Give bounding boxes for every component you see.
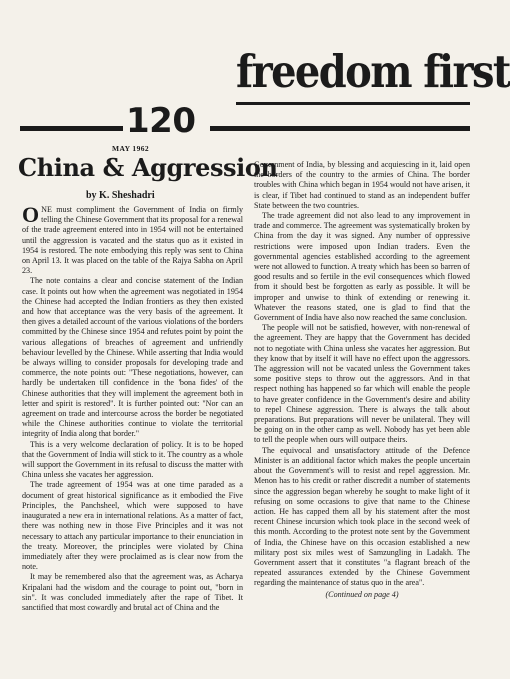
paragraph-text: NE must compliment the Government of India on firmly telling the Chinese Government that its proposal for a renewal of the trade agreement entered into in 1954 will not be entertained until the aggression is vacated and the status quo as it existed in 1954 is restored. The note embodying this reply was sent to China on April 13. It was placed on the table of the Rajya Sabha on April 23. [22, 205, 243, 276]
article-left-column [22, 202, 243, 613]
article-right-column [254, 160, 470, 600]
article-paragraph [22, 202, 243, 276]
article-paragraph: The equivocal and unsatisfactory attitude of the Defence Minister is an additional factor which makes the people uncertain about the Government's will to resist and repel aggression. Mr. Menon has to his credit or rather discredit a number of statements since the aggression began whereby he sought to make light of it refusing on some occasions to give that name to the Chinese action. He has capped them all by his statement after the most recent Chinese incursion which took place in the second week of this month. According to the protest note sent by the Government of India, the Chinese have on this occasion established a new military post six miles west of Samzungling in Ladakh. The Government assert that it constitutes "a flagrant breach of the repeated assurances extended by the Chinese Government regarding the maintenance of status quo in the area". [254, 445, 470, 588]
drop-cap: O [22, 202, 40, 227]
article-paragraph: The note contains a clear and concise statement of the Indian case. It points out how when the agreement was negotiated in 1954 the Chinese had accepted the Indian frontiers as they then existed and how that acceptance was the very basis of the agreement. It then gives a detailed account of the various violations of the borders committed by the Chinese since 1954 and refutes point by point the various allegations of breaches of agreement and unfriendly behaviour levelled by the Chinese. While asserting that India would be always willing to consider proposals for developing trade and commerce, the note points out: "These negotiations, however, can hardly be undertaken till confidence in the 'bona fides' of the Chinese authorities that they will implement the agreement both in letter and spirit is restored". It is further pointed out: "Nor can an agreement on trade and intercourse across the border be negotiated while the Chinese authorities continue to violate the territorial integrity of India along that border." [22, 276, 243, 439]
issue-number: 120 [126, 101, 196, 141]
article-paragraph: This is a very welcome declaration of policy. It is to be hoped that the Government of India will stick to it. The country as a whole will support the Government in its refusal to discuss the matter with China unless she vacates her aggression. [22, 439, 243, 480]
article-paragraph: The trade agreement did not also lead to any improvement in trade and commerce. The agreement was systematically broken by China from the day it was signed. Any number of oppressive restrictions were imposed upon Indian traders. Even the governmental agencies established according to the agreement were not allowed to function. A treaty which has been so barren of good results and so fertile in the evil consequences which flowed from it should best be forgotten as early as possible. It will be improper and unwise to think of extending or renewing it. Whatever the reasons stated, one is glad to find that the Government of India have also now reached the same conclusion. [254, 211, 470, 323]
masthead-rule [236, 102, 470, 105]
article-byline: by K. Sheshadri [86, 190, 155, 201]
article-paragraph: It may be remembered also that the agreement was, as Acharya Kripalani had the wisdom and the courage to point out, "born in sin". It was concluded immediately after the rape of Tibet. It sanctified that most cowardly and brutal act of China and the [22, 572, 243, 612]
article-paragraph: Government of India, by blessing and acquiescing in it, laid open the borders of the country to the armies of China. The border troubles with China which began in 1954 would not have arisen, it is clear, if Tibet had continued to stand as an independent buffer State between the two countries. [254, 160, 470, 210]
article-title: China & Aggression [18, 153, 278, 182]
continued-note: (Continued on page 4) [325, 589, 399, 599]
article-paragraph: The people will not be satisfied, however, with non-renewal of the agreement. They are happy that the Government has decided not to negotiate with China unless she vacates her aggression. But they know that by itself it will have no effect upon the aggressors. The aggression will not be vacated unless the Government takes some positive steps to throw out the aggressors. And in that respect nothing has happened so far which will enable the people to have greater confidence in the Government's desire and ability to repel Chinese aggression. There is always the talk about preparations. But preparations will never be unilateral. They will be going on in the other camp as well. Nobody has yet been able to tell the people when ours will outpace theirs. [254, 323, 470, 445]
article-paragraph: The trade agreement of 1954 was at one time paraded as a document of great historical significance as it embodied the Five Principles, the Panchsheel, which were supposed to have inaugurated a new era in international relations. As a matter of fact, there was nothing new in those Five Principles and it was not necessary to attach any particular importance to their enunciation in the treaty. Moreover, the principles were violated by China immediately after they were proclaimed as is clear now from the note. [22, 480, 243, 572]
issue-rule-right [210, 126, 470, 131]
masthead-title: freedom first [236, 45, 510, 99]
issue-rule-left [20, 126, 123, 131]
issue-date: MAY 1962 [112, 144, 150, 153]
